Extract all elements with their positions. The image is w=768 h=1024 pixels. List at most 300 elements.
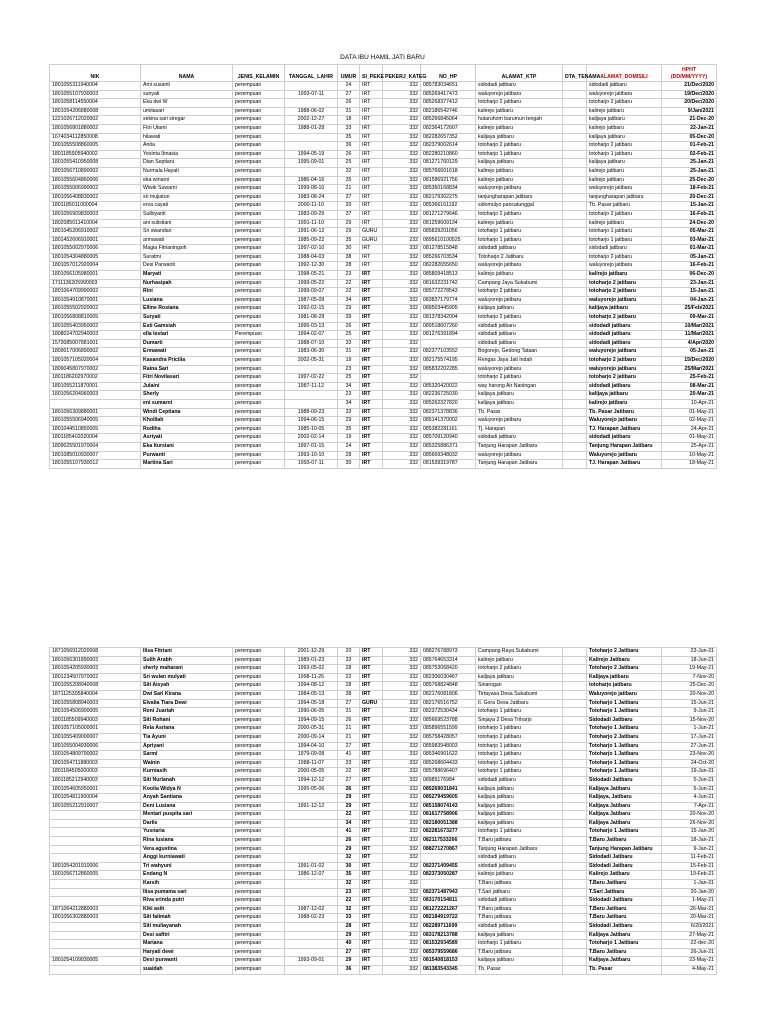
table-cell: Tb. Pasar (476, 408, 563, 417)
table-row (50, 82, 717, 91)
table-row (50, 914, 717, 923)
data-table-top (49, 64, 717, 469)
table-cell: waluyorejo jatibaru (476, 296, 563, 305)
table-cell: IRT (360, 905, 383, 914)
table-cell: 39 (338, 314, 360, 323)
table-row (50, 905, 717, 914)
table-cell: 332 (383, 733, 421, 742)
table-cell: 081259609134 (421, 219, 476, 228)
table-cell: sidodadi jatibaru (476, 776, 563, 785)
table-cell: hutaruhom barumun tengah (476, 116, 563, 125)
table-cell: 332 (383, 776, 421, 785)
table-cell: 332 (383, 880, 421, 889)
table-cell: 1986-04-16 (285, 176, 338, 185)
table-cell: perempuan (233, 82, 285, 91)
table-cell: IRT (360, 314, 383, 323)
table-cell: 1994-12-12 (285, 776, 338, 785)
table-cell: 082176516752 (421, 699, 476, 708)
table-cell: 26-Jun-21 (662, 948, 717, 957)
table-cell: perempuan (233, 99, 285, 108)
table-cell: 085268604433 (421, 759, 476, 768)
table-cell: 30 (338, 245, 360, 254)
table-cell: 082289711699 (421, 923, 476, 932)
table-cell: 1801055508860005 (50, 142, 141, 151)
table-row (50, 742, 717, 751)
table-cell: 1801452606910001 (50, 236, 141, 245)
table-cell: 9-Jan-21 (662, 845, 717, 854)
table-cell: 332 (383, 202, 421, 211)
table-row (50, 382, 717, 391)
table-cell: 332 (383, 665, 421, 674)
table-row (50, 202, 717, 211)
table-cell: ella lestari (141, 331, 233, 340)
table-cell: 15-Jun-21 (662, 699, 717, 708)
table-cell: kalijaya jatibaru (587, 391, 662, 400)
table-cell: 1801054809790002 (50, 751, 141, 760)
table-cell (563, 888, 587, 897)
table-cell: 1985-10-05 (285, 425, 338, 434)
table-cell: 085983948003 (421, 742, 476, 751)
table-cell: 20/Dec/2020 (662, 99, 717, 108)
table-row (50, 399, 717, 408)
table-cell: 332 (383, 948, 421, 957)
table-cell: 1801054605950001 (50, 785, 141, 794)
table-cell: Sidodadi Jatibaru (587, 897, 662, 906)
table-cell: 1801055002970006 (50, 245, 141, 254)
table-cell: 332 (383, 133, 421, 142)
table-cell: 081272221267 (421, 905, 476, 914)
table-cell: Kalijaya Jatibaru (587, 819, 662, 828)
table-cell: 332 (383, 957, 421, 966)
table-cell: kalijaya jatibaru (587, 159, 662, 168)
table-cell: 332 (383, 451, 421, 460)
table-cell: 085366161192 (421, 202, 476, 211)
table-cell: perempuan (233, 193, 285, 202)
table-cell: 22 (338, 673, 360, 682)
table-cell: 082282655650 (421, 262, 476, 271)
table-cell: 332 (383, 794, 421, 803)
table-cell: Desi Parwanti (141, 262, 233, 271)
table-cell: TJ. Harapan Jatibaru (587, 460, 662, 469)
table-cell: Kalijaya jatibaru (587, 673, 662, 682)
column-header: HPHT (DD/MM/YYYY) (662, 65, 717, 82)
table-cell: kalirejo jatibaru (587, 107, 662, 116)
table-cell: perempuan (233, 202, 285, 211)
table-row (50, 811, 717, 820)
table-cell: perempuan (233, 742, 285, 751)
table-cell: Totoharjo 2 Jatibaru (587, 665, 662, 674)
table-cell: 1-May-21 (662, 897, 717, 906)
table-cell: waluyorejo jatibaru (587, 365, 662, 374)
table-cell: 4-Jun-21 (662, 794, 717, 803)
table-cell: 29 (338, 802, 360, 811)
table-cell: 05-Mar-21 (662, 228, 717, 237)
table-cell: 26 (338, 150, 360, 159)
table-cell: IRT (360, 802, 383, 811)
table-cell: sekina sari siregar (141, 116, 233, 125)
table-cell: totoharjo 2 jatibaru (476, 210, 563, 219)
table-cell: 1984-05-13 (285, 690, 338, 699)
table-cell: 6/20/2021 (662, 923, 717, 932)
table-cell: Windi Ceptiana (141, 408, 233, 417)
table-row (50, 90, 717, 99)
table-cell: Sarmi (141, 751, 233, 760)
table-cell: perempuan (233, 965, 285, 974)
table-row (50, 357, 717, 366)
table-cell: 1986-12-07 (285, 871, 338, 880)
table-cell: 19/Dec/2020 (662, 90, 717, 99)
table-cell: IRT (360, 725, 383, 734)
table-cell: 01-Mar-21 (662, 245, 717, 254)
table-cell: 1801055208940008 (50, 682, 141, 691)
table-cell: Sinjaya 2 Desa Triharjo (476, 716, 563, 725)
table-cell: sidodadi jatibaru (587, 331, 662, 340)
table-cell: IRT (360, 391, 383, 400)
table-cell: 085758428057 (421, 733, 476, 742)
table-cell: T.Baru jatibaru (476, 880, 563, 889)
table-cell: perempuan (233, 262, 285, 271)
table-cell: 1801056808810005 (50, 314, 141, 323)
table-cell: 7-Apr-21 (662, 802, 717, 811)
table-cell: 332 (383, 296, 421, 305)
table-cell: 32 (338, 854, 360, 863)
table-cell: 332 (383, 923, 421, 932)
table-row (50, 288, 717, 297)
table-cell: 081278515848 (421, 245, 476, 254)
table-cell: perempuan (233, 124, 285, 133)
table-cell: Totoharjo 2 Jatibaru (476, 253, 563, 262)
table-cell: perempuan (233, 648, 285, 657)
table-cell: 1988-02-23 (285, 914, 338, 923)
table-cell: Bogorejo, Gedong Tataan (476, 348, 563, 357)
table-cell: 332 (383, 759, 421, 768)
table-cell: 332 (383, 460, 421, 469)
table-cell: perempuan (233, 751, 285, 760)
table-cell: 22-Jan-21 (662, 124, 717, 133)
table-cell: IRT (360, 965, 383, 974)
table-cell: 36 (338, 142, 360, 151)
table-row (50, 751, 717, 760)
table-cell: 1801055403950002 (50, 322, 141, 331)
table-cell: 15-Nov-20 (662, 716, 717, 725)
table-cell: 27-May-21 (662, 931, 717, 940)
table-cell (563, 417, 587, 426)
table-cell: 28 (338, 923, 360, 932)
table-cell: kalijaya jatibaru (476, 957, 563, 966)
table-cell: 332 (383, 331, 421, 340)
header-row (50, 65, 717, 82)
table-cell: 332 (383, 271, 421, 280)
table-cell (563, 665, 587, 674)
table-cell: Tb. Pasar Jatibaru (587, 408, 662, 417)
table-cell: perempuan (233, 759, 285, 768)
table-cell: 15-Feb-21 (662, 862, 717, 871)
table-cell: Suryati (141, 314, 233, 323)
table-cell: 082281673277 (421, 828, 476, 837)
table-cell: T.Baru jatibaru (476, 948, 563, 957)
table-cell: 24 (338, 82, 360, 91)
table-cell: IRT (360, 854, 383, 863)
table-cell (563, 673, 587, 682)
table-cell: 34 (338, 819, 360, 828)
table-cell: 1801056204960003 (50, 391, 141, 400)
table-cell (50, 819, 141, 828)
table-cell (563, 837, 587, 846)
table-cell: Sri swandari (141, 228, 233, 237)
table-cell: IRT (360, 339, 383, 348)
table-cell: totoharjo jatibaru (587, 682, 662, 691)
table-cell (563, 322, 587, 331)
table-cell: 1801055409000007 (50, 733, 141, 742)
table-cell: 332 (383, 862, 421, 871)
table-cell: IRT (360, 673, 383, 682)
table-cell: umitasari (141, 107, 233, 116)
table-cell: 19 (338, 357, 360, 366)
table-cell: 25/Feb/2021 (662, 305, 717, 314)
table-cell: Tj. Harapan (476, 425, 563, 434)
table-cell: 1995-09-01 (285, 159, 338, 168)
table-cell (285, 167, 338, 176)
table-cell: 082372530434 (421, 708, 476, 717)
table-cell: 085809418513 (421, 271, 476, 280)
table-cell: armawati (141, 236, 233, 245)
table-cell: 15-Jan-20 (662, 828, 717, 837)
table-cell (563, 133, 587, 142)
table-cell: 37 (338, 193, 360, 202)
table-cell: T.Baru Jatibaru (587, 837, 662, 846)
table-cell: Totoharjo 1 Jatibaru (587, 742, 662, 751)
table-cell: 1871056912020008 (50, 648, 141, 657)
table-cell: perempuan (233, 271, 285, 280)
table-cell: 085896551599 (421, 725, 476, 734)
table-cell: 9/Jan/2021 (662, 107, 717, 116)
table-cell: 27 (338, 948, 360, 957)
table-cell: IRT (360, 167, 383, 176)
table-cell: IRT (360, 176, 383, 185)
table-cell (421, 854, 476, 863)
table-cell: 1983-06-30 (285, 348, 338, 357)
table-cell: 1995-05-06 (285, 785, 338, 794)
table-cell: 085266845064 (421, 116, 476, 125)
table-cell: 21-Dec-20 (662, 116, 717, 125)
table-row (50, 940, 717, 949)
table-cell: Kalijaya Jatibaru (587, 811, 662, 820)
table-cell: 10-Apr-21 (662, 399, 717, 408)
table-cell: 1801056105980001 (50, 271, 141, 280)
table-cell: 085669348032 (421, 451, 476, 460)
table-cell: T.Baru jatibaru (476, 837, 563, 846)
table-cell: waluyorejo jatibaru (476, 90, 563, 99)
table-cell: perempuan (233, 399, 285, 408)
table-cell: 081276391894 (421, 331, 476, 340)
table-cell (563, 228, 587, 237)
table-cell (285, 391, 338, 400)
table-cell: totoharjo 2 jatibaru (476, 142, 563, 151)
table-cell: Kalijaya Jatibaru (587, 957, 662, 966)
table-cell: 19-Feb-21 (662, 871, 717, 880)
table-cell: 082364172607 (421, 124, 476, 133)
table-cell: totoharjo 2 jatibaru (587, 314, 662, 323)
table-cell: kalijaya jatibaru (476, 794, 563, 803)
table-cell: 30 (338, 460, 360, 469)
table-cell: IRT (360, 776, 383, 785)
table-cell: 41 (338, 828, 360, 837)
table-cell: T.Baru Jatibaru (587, 905, 662, 914)
table-cell: 24-Oct-20 (662, 759, 717, 768)
table-cell (563, 142, 587, 151)
table-cell (563, 957, 587, 966)
table-cell: 332 (383, 322, 421, 331)
table-cell: 20 (338, 202, 360, 211)
table-cell: Nurmala Hayati (141, 167, 233, 176)
table-cell: 1991-11-10 (285, 219, 338, 228)
table-cell: 332 (383, 768, 421, 777)
table-cell: kalirejo jatibaru (476, 219, 563, 228)
table-row (50, 845, 717, 854)
table-row (50, 176, 717, 185)
table-cell: 085141370002 (421, 417, 476, 426)
table-cell: 1997-02-22 (285, 374, 338, 383)
table-cell: 332 (383, 716, 421, 725)
table-cell: 085346901622 (421, 751, 476, 760)
table-cell: 332 (383, 348, 421, 357)
table-cell: totoharjo 2 jatibaru (587, 99, 662, 108)
column-header: NAMA (141, 65, 233, 82)
table-cell: 082176081806 (421, 690, 476, 699)
table-cell: Rini (141, 288, 233, 297)
table-cell (563, 279, 587, 288)
table-row (50, 305, 717, 314)
table-cell: 082117533266 (421, 837, 476, 846)
table-cell: perempuan (233, 828, 285, 837)
table-cell: 25-Feb-21 (662, 374, 717, 383)
table-cell (285, 794, 338, 803)
table-cell: Elvalia Tiara Dewi (141, 699, 233, 708)
table-cell: Wiwik Suwarni (141, 185, 233, 194)
table-cell: tanjungharapan jatibaru (476, 193, 563, 202)
table-cell: 332 (383, 785, 421, 794)
table-cell (563, 434, 587, 443)
table-cell: 05-Dec-20 (662, 133, 717, 142)
table-cell (563, 314, 587, 323)
table-cell: 23-Nov-20 (662, 751, 717, 760)
column-header: NO_HP (421, 65, 476, 82)
table-cell: 23 (338, 888, 360, 897)
table-cell: erva cayati (141, 202, 233, 211)
table-cell (50, 880, 141, 889)
table-cell: Sulbiyanti (141, 210, 233, 219)
table-cell: 20-Mar-21 (662, 391, 717, 400)
table-cell: 082179302275 (421, 193, 476, 202)
table-cell: 1991-12-12 (285, 802, 338, 811)
table-cell: 1801054811900004 (50, 794, 141, 803)
table-cell: perempuan (233, 107, 285, 116)
table-cell: 085279459605 (421, 794, 476, 803)
table-cell: hilawati (141, 133, 233, 142)
table-cell: 05-Jan-21 (662, 348, 717, 357)
table-cell: 1983-09-29 (285, 210, 338, 219)
table-cell: 4/Apr/2020 (662, 339, 717, 348)
table-cell: 1998-05-21 (285, 271, 338, 280)
table-cell: perempuan (233, 897, 285, 906)
table-cell: 1801085010930007 (50, 451, 141, 460)
table-cell: perempuan (233, 408, 285, 417)
table-cell: 1999-08-10 (285, 185, 338, 194)
table-cell: 332 (383, 399, 421, 408)
table-cell: 083170154811 (421, 897, 476, 906)
table-cell: 29 (338, 931, 360, 940)
table-cell: IRT (360, 90, 383, 99)
table-cell: IRT (360, 271, 383, 280)
table-cell: IRT (360, 245, 383, 254)
table-cell: totoharjo 1 jatibaru (476, 725, 563, 734)
table-cell: T.Baru jatibaru (476, 905, 563, 914)
table-cell: 332 (383, 673, 421, 682)
table-cell: eni sumarni (141, 399, 233, 408)
table-cell (563, 124, 587, 133)
table-cell: 332 (383, 262, 421, 271)
table-cell: 332 (383, 905, 421, 914)
table-cell: sidodadi jatibaru (476, 434, 563, 443)
table-cell: 28 (338, 682, 360, 691)
table-cell: IRT (360, 957, 383, 966)
table-cell: waluyorejo jatibaru (476, 262, 563, 271)
table-cell: 332 (383, 279, 421, 288)
table-row (50, 682, 717, 691)
table-cell: kalirejo jatibaru (476, 107, 563, 116)
table-cell: IRT (360, 107, 383, 116)
table-cell: kalijaya jatibaru (476, 931, 563, 940)
table-cell (563, 348, 587, 357)
table-cell: GURU (360, 699, 383, 708)
table-cell: 1-Jan-21 (662, 880, 717, 889)
table-cell (563, 690, 587, 699)
table-cell: 1997-01-15 (285, 442, 338, 451)
table-row (50, 296, 717, 305)
table-cell (563, 811, 587, 820)
table-cell: 332 (383, 854, 421, 863)
table-cell: IRT (360, 811, 383, 820)
table-cell: Mariana (141, 940, 233, 949)
table-cell: sidodadi jatibaru (476, 322, 563, 331)
table-cell: 2000-11-10 (285, 202, 338, 211)
table-cell: 1992-12-30 (285, 262, 338, 271)
table-row (50, 365, 717, 374)
table-cell: 0895610100525 (421, 236, 476, 245)
table-cell: 20-Jan-20 (662, 888, 717, 897)
table-cell: Riva erinda putri (141, 897, 233, 906)
table-cell: 1989-01-23 (285, 656, 338, 665)
table-cell: Maryati (141, 271, 233, 280)
table-cell: Campang Raya Sukabumi (476, 648, 563, 657)
table-cell: waluyorejo jatibaru (476, 365, 563, 374)
table-cell (563, 399, 587, 408)
table-cell: Siti falimah (141, 914, 233, 923)
table-cell (285, 897, 338, 906)
table-cell: perempuan (233, 656, 285, 665)
table-cell: totoharjo 2 jatibaru (587, 288, 662, 297)
table-cell: sidodadi jatibaru (476, 331, 563, 340)
table-cell: 1801054506900005 (50, 708, 141, 717)
table-cell: Totoharjo 1 Jatibaru (587, 699, 662, 708)
table-cell: 082180051388 (421, 819, 476, 828)
table-cell: Tanjung Harapan Jatibaru (476, 845, 563, 854)
table-cell: 01-May-21 (662, 408, 717, 417)
table-cell: 23-Jan-21 (662, 279, 717, 288)
table-cell: 41 (338, 751, 360, 760)
table-cell: 1994-04-10 (285, 742, 338, 751)
table-cell (563, 965, 587, 974)
